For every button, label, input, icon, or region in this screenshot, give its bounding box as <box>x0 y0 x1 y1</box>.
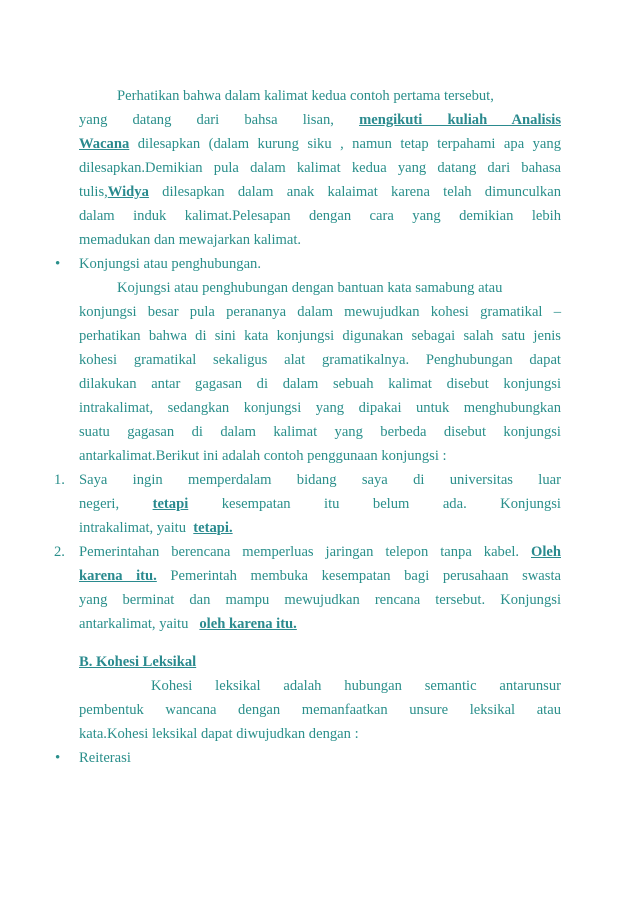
text: kata.Kohesi leksikal dapat diwujudkan dengan : <box>79 726 359 742</box>
item-1-line-2 <box>79 494 561 514</box>
text: Konjungsi <box>500 496 561 512</box>
text: Saya ingin memperdalam bidang saya di universitas luar <box>79 472 561 488</box>
text: perhatikan bahwa di sini kata konjungsi digunakan sebagai salah satu jenis <box>79 328 561 344</box>
text: antarkalimat.Berikut ini adalah contoh penggunaan konjungsi : <box>79 448 447 464</box>
bullet-icon: • <box>55 256 61 272</box>
text: yang datang dari bahsa lisan, <box>79 112 334 128</box>
item-2-line-4 <box>79 614 561 634</box>
item-1-line-1 <box>79 470 561 490</box>
list-number: 2. <box>54 544 65 560</box>
highlight-tetapi: tetapi <box>152 496 189 512</box>
paragraph-2-line-7 <box>79 422 561 442</box>
paragraph-2-line-5 <box>79 374 561 394</box>
highlight-oleh: Oleh <box>531 544 561 560</box>
highlight-wacana: Wacana <box>79 136 130 152</box>
text: dilesapkan dalam anak kalaimat karena telah dimunculkan <box>162 184 561 200</box>
text: intrakalimat, yaitu <box>79 520 186 536</box>
highlight-tetapi-2: tetapi. <box>193 520 233 536</box>
item-1-line-3 <box>79 518 561 538</box>
highlight-mengikuti-kuliah-analisis: mengikuti kuliah Analisis <box>359 112 561 128</box>
paragraph-1-line-5 <box>79 182 561 202</box>
text: Pemerintahan berencana memperluas jaringan telepon tanpa kabel. <box>79 544 520 560</box>
text: negeri, <box>79 496 120 512</box>
bullet-item-konjungsi: Konjungsi atau penghubungan. <box>79 256 261 272</box>
section-heading-kohesi-leksikal: B. Kohesi Leksikal <box>79 654 197 670</box>
text: dilesapkan.Demikian pula dalam kalimat kedua yang datang dari bahasa <box>79 160 561 176</box>
highlight-karena-itu: karena itu. <box>79 568 157 584</box>
text: Perhatikan bahwa dalam kalimat kedua contoh pertama tersebut, <box>117 88 494 104</box>
paragraph-1-line-1 <box>79 86 561 106</box>
paragraph-2-line-8 <box>79 446 561 466</box>
text: suatu gagasan di dalam kalimat yang berbeda disebut konjungsi <box>79 424 561 440</box>
text: konjungsi besar pula perananya dalam mewujudkan kohesi gramatikal – <box>79 304 561 320</box>
text: Konjungsi <box>500 592 561 608</box>
section-b-line-3 <box>79 724 561 744</box>
bullet-item-reiterasi: Reiterasi <box>79 750 131 766</box>
item-2-line-2 <box>79 566 561 586</box>
section-b-line-2 <box>79 700 561 720</box>
bullet-icon: • <box>55 750 61 766</box>
paragraph-2-line-4 <box>79 350 561 370</box>
text: tulis, <box>79 184 108 200</box>
text: dilesapkan (dalam kurung siku , namun tetap terpahami apa yang <box>137 136 561 152</box>
text: kesempatan itu belum ada. <box>221 496 467 512</box>
list-number: 1. <box>54 472 65 488</box>
paragraph-1-line-7 <box>79 230 561 250</box>
paragraph-1-line-4 <box>79 158 561 178</box>
text: memadukan dan mewajarkan kalimat. <box>79 232 302 248</box>
section-b-line-1 <box>79 676 561 696</box>
text: kohesi gramatikal sekaligus alat gramatikalnya. Penghubungan dapat <box>79 352 561 368</box>
text: pembentuk wancana dengan memanfaatkan unsure leksikal atau <box>79 702 561 718</box>
highlight-widya: Widya <box>107 184 149 200</box>
text: Pemerintah membuka kesempatan bagi perusahaan swasta <box>170 568 561 584</box>
paragraph-1-line-3 <box>79 134 561 154</box>
paragraph-2-line-2 <box>79 302 561 322</box>
paragraph-2-line-3 <box>79 326 561 346</box>
item-2-line-1 <box>79 542 561 562</box>
paragraph-2-line-1 <box>79 278 561 298</box>
item-2-line-3 <box>79 590 561 610</box>
text: intrakalimat, sedangkan konjungsi yang dipakai untuk menghubungkan <box>79 400 561 416</box>
text: yang berminat dan mampu mewujudkan rencana tersebut. <box>79 592 486 608</box>
text: Kojungsi atau penghubungan dengan bantuan kata samabung atau <box>117 280 503 296</box>
highlight-oleh-karena-itu: oleh karena itu. <box>199 616 297 632</box>
text: dilakukan antar gagasan di dalam sebuah kalimat disebut konjungsi <box>79 376 561 392</box>
paragraph-1-line-2 <box>79 110 561 130</box>
paragraph-2-line-6 <box>79 398 561 418</box>
text: Kohesi leksikal adalah hubungan semantic antarunsur <box>151 678 561 694</box>
text: dalam induk kalimat.Pelesapan dengan cara yang demikian lebih <box>79 208 561 224</box>
paragraph-1-line-6 <box>79 206 561 226</box>
text: antarkalimat, yaitu <box>79 616 189 632</box>
